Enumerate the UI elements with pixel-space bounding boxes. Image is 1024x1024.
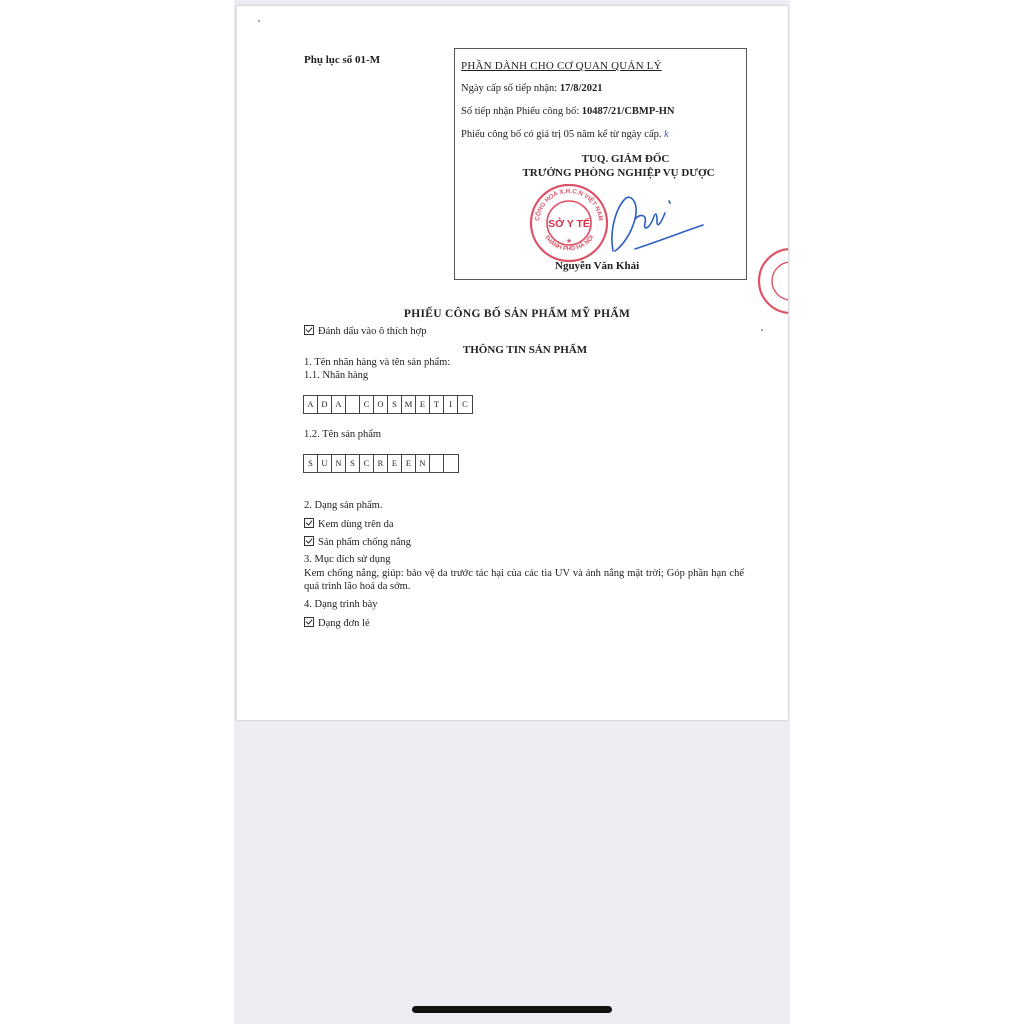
item-3-text: Kem chống nắng, giúp: bảo vệ da trước tác hại của các tia UV và ánh nắng mặt trời; Góp phần hạn chế quá trình lão hoá da sớm. — [304, 568, 744, 592]
product-box: N — [332, 455, 346, 472]
stamp-ring-top: CỘNG HOÀ X.H.C.N VIỆT NAM — [534, 187, 604, 222]
home-indicator[interactable] — [412, 1006, 612, 1013]
checkbox-checked-icon — [304, 325, 314, 335]
item-2-option-1 — [304, 518, 394, 530]
product-box: R — [374, 455, 388, 472]
product-name-boxes — [303, 454, 459, 473]
checkbox-checked-icon — [304, 617, 314, 627]
checkbox-checked-icon — [304, 536, 314, 546]
signer-title-2: TRƯỞNG PHÒNG NGHIỆP VỤ DƯỢC — [522, 167, 715, 179]
stamp-center-text: SỞ Y TẾ — [548, 218, 590, 230]
product-box: U — [318, 455, 332, 472]
signer-name: Nguyễn Văn Khải — [555, 260, 640, 272]
receipt-number — [461, 106, 675, 117]
item-2-option-1-text: Kem dùng trên da — [318, 519, 394, 530]
product-box: S — [304, 455, 318, 472]
brand-box: I — [444, 396, 458, 413]
issue-date — [461, 83, 602, 94]
checkbox-checked-icon — [304, 518, 314, 528]
item-2-option-2-text: Sản phẩm chống nắng — [318, 537, 412, 548]
brand-box: S — [388, 396, 402, 413]
brand-box: A — [332, 396, 346, 413]
issue-date-value: 17/8/2021 — [559, 83, 603, 94]
product-box: N — [416, 455, 430, 472]
item-3-heading: 3. Mục đích sử dụng — [304, 554, 391, 565]
validity-handwritten-mark: k — [664, 129, 669, 140]
brand-box — [346, 396, 360, 413]
receipt-number-label: Số tiếp nhận Phiếu công bố: — [461, 106, 582, 117]
brand-box: C — [462, 399, 468, 409]
brand-box: M — [402, 396, 416, 413]
brand-box: C — [360, 396, 374, 413]
product-box — [430, 455, 444, 472]
scanned-document — [236, 6, 788, 720]
product-box — [444, 455, 458, 472]
brand-box: O — [374, 396, 388, 413]
brand-box: T — [430, 396, 444, 413]
check-instruction-text: Đánh dấu vào ô thích hợp — [318, 326, 427, 337]
stamp-ring-bottom: THÀNH PHỐ HÀ NỘI — [542, 234, 596, 253]
section-title: THÔNG TIN SẢN PHẨM — [462, 344, 588, 356]
receipt-number-value: 10487/21/CBMP-HN — [581, 106, 675, 117]
signer-title-1: TUQ. GIÁM ĐỐC — [581, 153, 670, 165]
issue-date-label: Ngày cấp số tiếp nhận: — [461, 83, 560, 94]
svg-text:★: ★ — [565, 237, 573, 245]
admin-box — [454, 48, 747, 280]
check-instruction — [304, 325, 427, 337]
appendix-label: Phụ lục số 01-M — [304, 54, 381, 66]
item-1-heading: 1. Tên nhãn hàng và tên sản phẩm: — [304, 357, 451, 368]
product-box: C — [360, 455, 374, 472]
item-2-option-2 — [304, 536, 411, 548]
form-title: PHIẾU CÔNG BỐ SẢN PHẨM MỸ PHẨM — [403, 308, 631, 320]
item-4-option-1 — [304, 617, 370, 629]
product-box: E — [388, 455, 402, 472]
brand-box: D — [318, 396, 332, 413]
handwritten-signature — [595, 189, 705, 259]
validity-note — [461, 129, 669, 140]
scan-speck — [761, 329, 763, 331]
product-box: S — [346, 455, 360, 472]
brand-box: E — [416, 396, 430, 413]
brand-name-boxes — [303, 395, 473, 414]
item-2-heading: 2. Dạng sản phẩm. — [304, 500, 383, 511]
item-1-1-heading: 1.1. Nhãn hàng — [304, 370, 369, 381]
item-1-2-heading: 1.2. Tên sản phẩm — [304, 429, 382, 440]
validity-text: Phiếu công bố có giá trị 05 năm kể từ ngày cấp. — [461, 129, 662, 140]
item-4-heading: 4. Dạng trình bày — [304, 599, 378, 610]
item-4-option-1-text: Dạng đơn lẻ — [318, 618, 370, 629]
scan-edge — [236, 6, 237, 720]
scan-speck — [258, 20, 260, 22]
brand-box: A — [304, 396, 318, 413]
admin-heading: PHẦN DÀNH CHO CƠ QUAN QUẢN LÝ — [461, 60, 662, 72]
product-box: E — [402, 455, 416, 472]
